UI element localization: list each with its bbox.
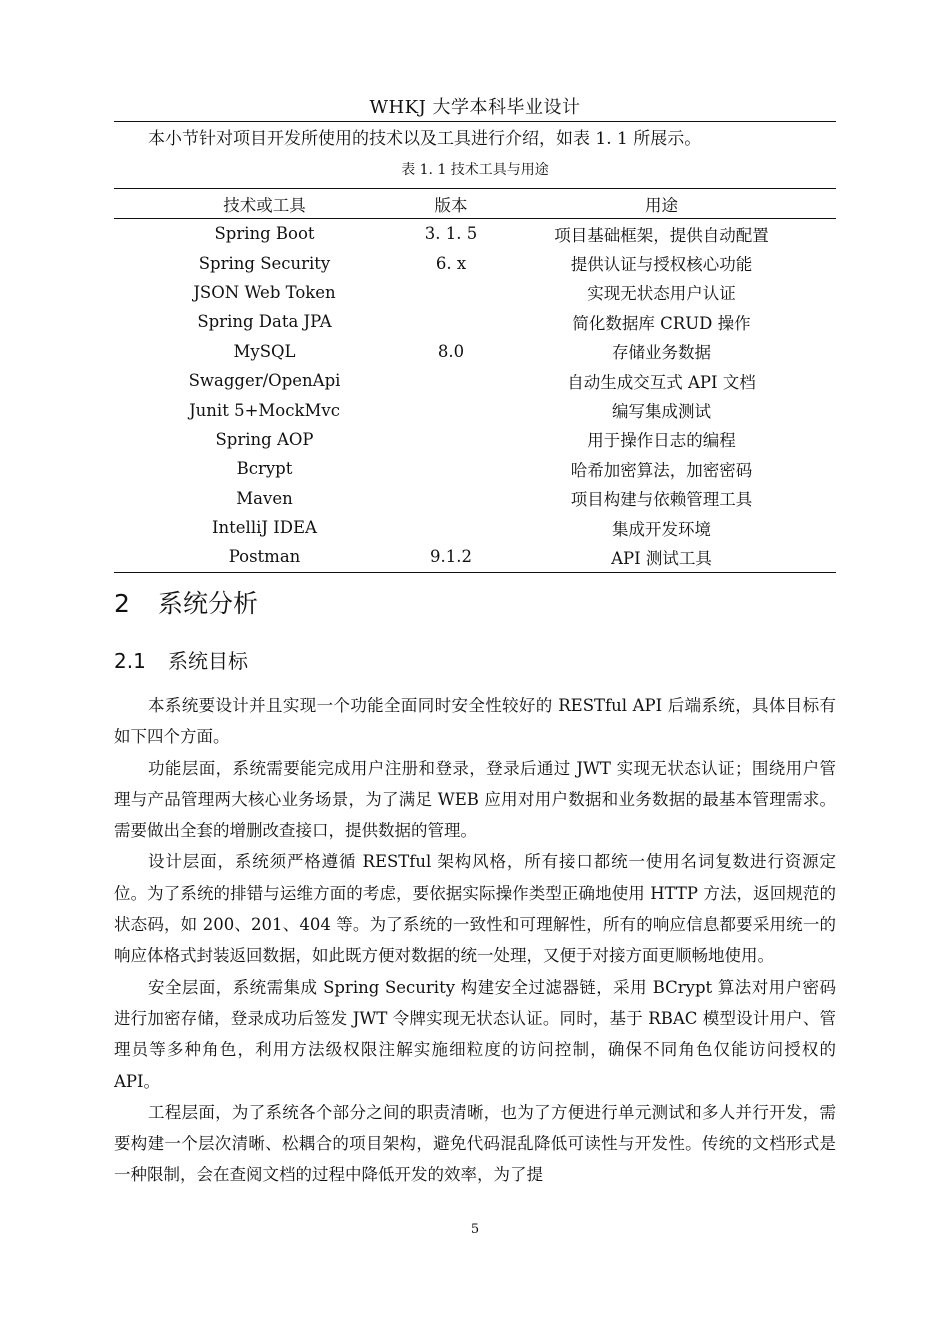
table-row bbox=[114, 454, 836, 483]
table-row bbox=[114, 278, 836, 307]
cell-version bbox=[415, 425, 487, 454]
cell-version: 9.1.2 bbox=[415, 542, 487, 572]
table-row bbox=[114, 425, 836, 454]
table-row bbox=[114, 366, 836, 395]
cell-version bbox=[415, 484, 487, 513]
document-page bbox=[114, 0, 836, 1344]
table-row bbox=[114, 248, 836, 277]
cell-purpose: 提供认证与授权核心功能 bbox=[570, 255, 753, 275]
table-row bbox=[114, 542, 836, 572]
cell-purpose: 用于操作日志的编程 bbox=[587, 431, 736, 451]
paragraph: 安全层面，系统需集成 Spring Security 构建安全过滤器链，采用 BCrypt 算法对用户密码进行加密存储，登录成功后签发 JWT 令牌实现无状态认证。同时，基于 RBAC 模型设计用户、管理员等多种角色，利用方法级权限注解实施细粒度的访问控制，确保不同角色仅能访问授权的 API。 bbox=[114, 977, 836, 1091]
cell-version bbox=[415, 513, 487, 542]
table-header-row bbox=[114, 189, 836, 219]
section-title: 系统分析 bbox=[158, 589, 259, 618]
cell-version bbox=[415, 395, 487, 424]
cell-tool: Spring AOP bbox=[215, 429, 314, 449]
body-text bbox=[114, 690, 836, 1191]
subsection-number: 2.1 bbox=[114, 649, 146, 673]
page-number: 5 bbox=[470, 1222, 480, 1237]
paragraph: 功能层面，系统需要能完成用户注册和登录，登录后通过 JWT 实现无状态认证；围绕用户管理与产品管理两大核心业务场景，为了满足 WEB 应用对用户数据和业务数据的最基本管理需求。需要做出全套的增删改查接口，提供数据的管理。 bbox=[114, 758, 836, 841]
column-header-purpose: 用途 bbox=[487, 189, 836, 219]
cell-purpose: API 测试工具 bbox=[487, 542, 836, 572]
section-heading bbox=[114, 584, 258, 624]
cell-tool: IntelliJ IDEA bbox=[212, 518, 317, 538]
column-header-version: 版本 bbox=[415, 189, 487, 219]
paragraph: 设计层面，系统须严格遵循 RESTful 架构风格，所有接口都统一使用名词复数进行资源定位。为了系统的排错与运维方面的考虑，要依据实际操作类型正确地使用 HTTP 方法，返回规范的状态码，如 200、201、404 等。为了系统的一致性和可理解性，所有的响应信息都要采用统一的响应体格式封装返回数据，如此既方便对数据的统一处理，又便于对接方面更顺畅地使用。 bbox=[114, 852, 836, 966]
cell-tool: Swagger/OpenApi bbox=[188, 371, 341, 391]
cell-tool: MySQL bbox=[233, 341, 296, 361]
cell-tool: Postman bbox=[114, 542, 415, 572]
table-row bbox=[114, 219, 836, 249]
cell-tool: JSON Web Token bbox=[193, 282, 336, 302]
section-number: 2 bbox=[114, 589, 130, 618]
paragraph: 工程层面，为了系统各个部分之间的职责清晰，也为了方便进行单元测试和多人并行开发，需要构建一个层次清晰、松耦合的项目架构，避免代码混乱降低可读性与开发性。传统的文档形式是一种限制，会在查阅文档的过程中降低开发的效率，为了提 bbox=[114, 1102, 836, 1185]
cell-tool: Maven bbox=[236, 488, 293, 508]
cell-purpose: 集成开发环境 bbox=[612, 519, 711, 539]
cell-tool: Junit 5+MockMvc bbox=[189, 400, 340, 420]
table-row bbox=[114, 307, 836, 336]
cell-purpose: 项目构建与依赖管理工具 bbox=[570, 490, 753, 510]
paragraph: 本系统要设计并且实现一个功能全面同时安全性较好的 RESTful API 后端系统，具体目标有如下四个方面。 bbox=[114, 696, 836, 747]
table-row bbox=[114, 513, 836, 542]
cell-version: 8.0 bbox=[437, 341, 465, 361]
table-row bbox=[114, 484, 836, 513]
cell-purpose: 实现无状态用户认证 bbox=[587, 284, 736, 304]
table-row bbox=[114, 337, 836, 366]
cell-version: 6. x bbox=[435, 253, 467, 273]
subsection-heading bbox=[114, 645, 248, 677]
cell-tool: Spring Security bbox=[198, 253, 331, 273]
cell-tool: Spring Boot bbox=[214, 224, 315, 244]
cell-tool: Bcrypt bbox=[236, 459, 293, 479]
cell-purpose: 哈希加密算法，加密密码 bbox=[570, 460, 753, 480]
cell-version: 3. 1. 5 bbox=[424, 224, 478, 244]
cell-purpose: 存储业务数据 bbox=[612, 343, 711, 363]
tools-table bbox=[114, 188, 836, 573]
cell-version bbox=[415, 366, 487, 395]
cell-version bbox=[415, 307, 487, 336]
cell-tool: Spring Data JPA bbox=[197, 312, 332, 332]
column-header-tool: 技术或工具 bbox=[114, 189, 415, 219]
table-caption: 表 1. 1 技术工具与用途 bbox=[401, 162, 549, 178]
cell-purpose: 编写集成测试 bbox=[612, 402, 711, 422]
table-row bbox=[114, 395, 836, 424]
cell-version bbox=[415, 454, 487, 483]
page-header: WHKJ 大学本科毕业设计 bbox=[114, 95, 836, 122]
cell-version bbox=[415, 278, 487, 307]
cell-purpose: 自动生成交互式 API 文档 bbox=[567, 372, 756, 392]
cell-purpose: 简化数据库 CRUD 操作 bbox=[572, 313, 751, 333]
subsection-title: 系统目标 bbox=[168, 649, 248, 673]
intro-paragraph: 本小节针对项目开发所使用的技术以及工具进行介绍，如表 1. 1 所展示。 bbox=[148, 129, 702, 149]
cell-purpose: 项目基础框架，提供自动配置 bbox=[554, 225, 769, 245]
